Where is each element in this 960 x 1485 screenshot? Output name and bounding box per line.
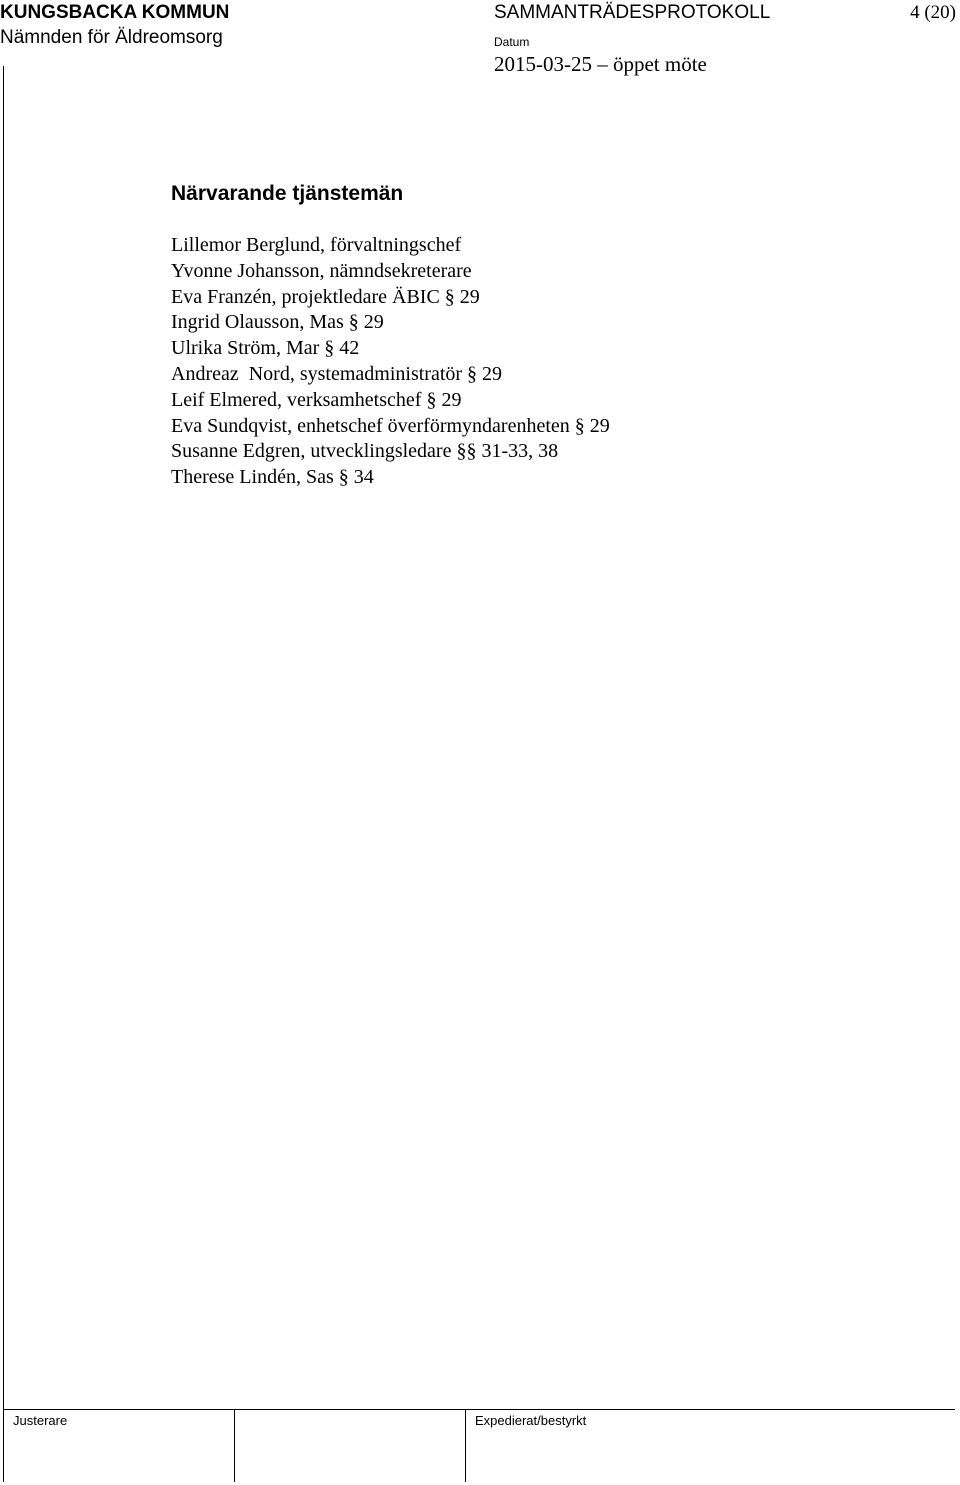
footer-rule	[3, 1409, 955, 1410]
attendee-item: Lillemor Berglund, förvaltningschef	[171, 234, 462, 256]
footer-label-expedierat: Expedierat/bestyrkt	[475, 1413, 587, 1428]
committee-name: Nämnden för Äldreomsorg	[0, 27, 223, 48]
document-type: SAMMANTRÄDESPROTOKOLL	[494, 2, 771, 23]
left-margin-rule	[3, 66, 4, 1410]
attendee-item: Eva Sundqvist, enhetschef överförmyndarenheten § 29	[171, 414, 610, 437]
footer-left-edge	[3, 1409, 4, 1482]
footer-label-justerare: Justerare	[13, 1413, 68, 1428]
attendee-item: Yvonne Johansson, nämndsekreterare	[171, 259, 472, 282]
attendee-item: Andreaz Nord, systemadministratör § 29	[171, 362, 503, 385]
attendee-item: Eva Franzén, projektledare ÄBIC § 29	[171, 285, 480, 308]
attendee-item: Susanne Edgren, utvecklingsledare §§ 31-33, 38	[171, 440, 559, 463]
footer-divider	[234, 1409, 235, 1482]
attendee-item: Ingrid Olausson, Mas § 29	[171, 311, 384, 334]
meeting-date: 2015-03-25 – öppet möte	[494, 52, 707, 76]
attendee-item: Therese Lindén, Sas § 34	[171, 466, 374, 489]
date-label: Datum	[494, 35, 530, 49]
attendee-list	[171, 233, 610, 491]
footer-divider	[465, 1409, 466, 1482]
attendee-item: Leif Elmered, verksamhetschef § 29	[171, 388, 462, 411]
page-number: 4 (20)	[910, 2, 956, 23]
organization-name: KUNGSBACKA KOMMUN	[0, 2, 230, 23]
section-heading-attendees: Närvarande tjänstemän	[171, 182, 404, 205]
attendee-item: Ulrika Ström, Mar § 42	[171, 337, 360, 360]
